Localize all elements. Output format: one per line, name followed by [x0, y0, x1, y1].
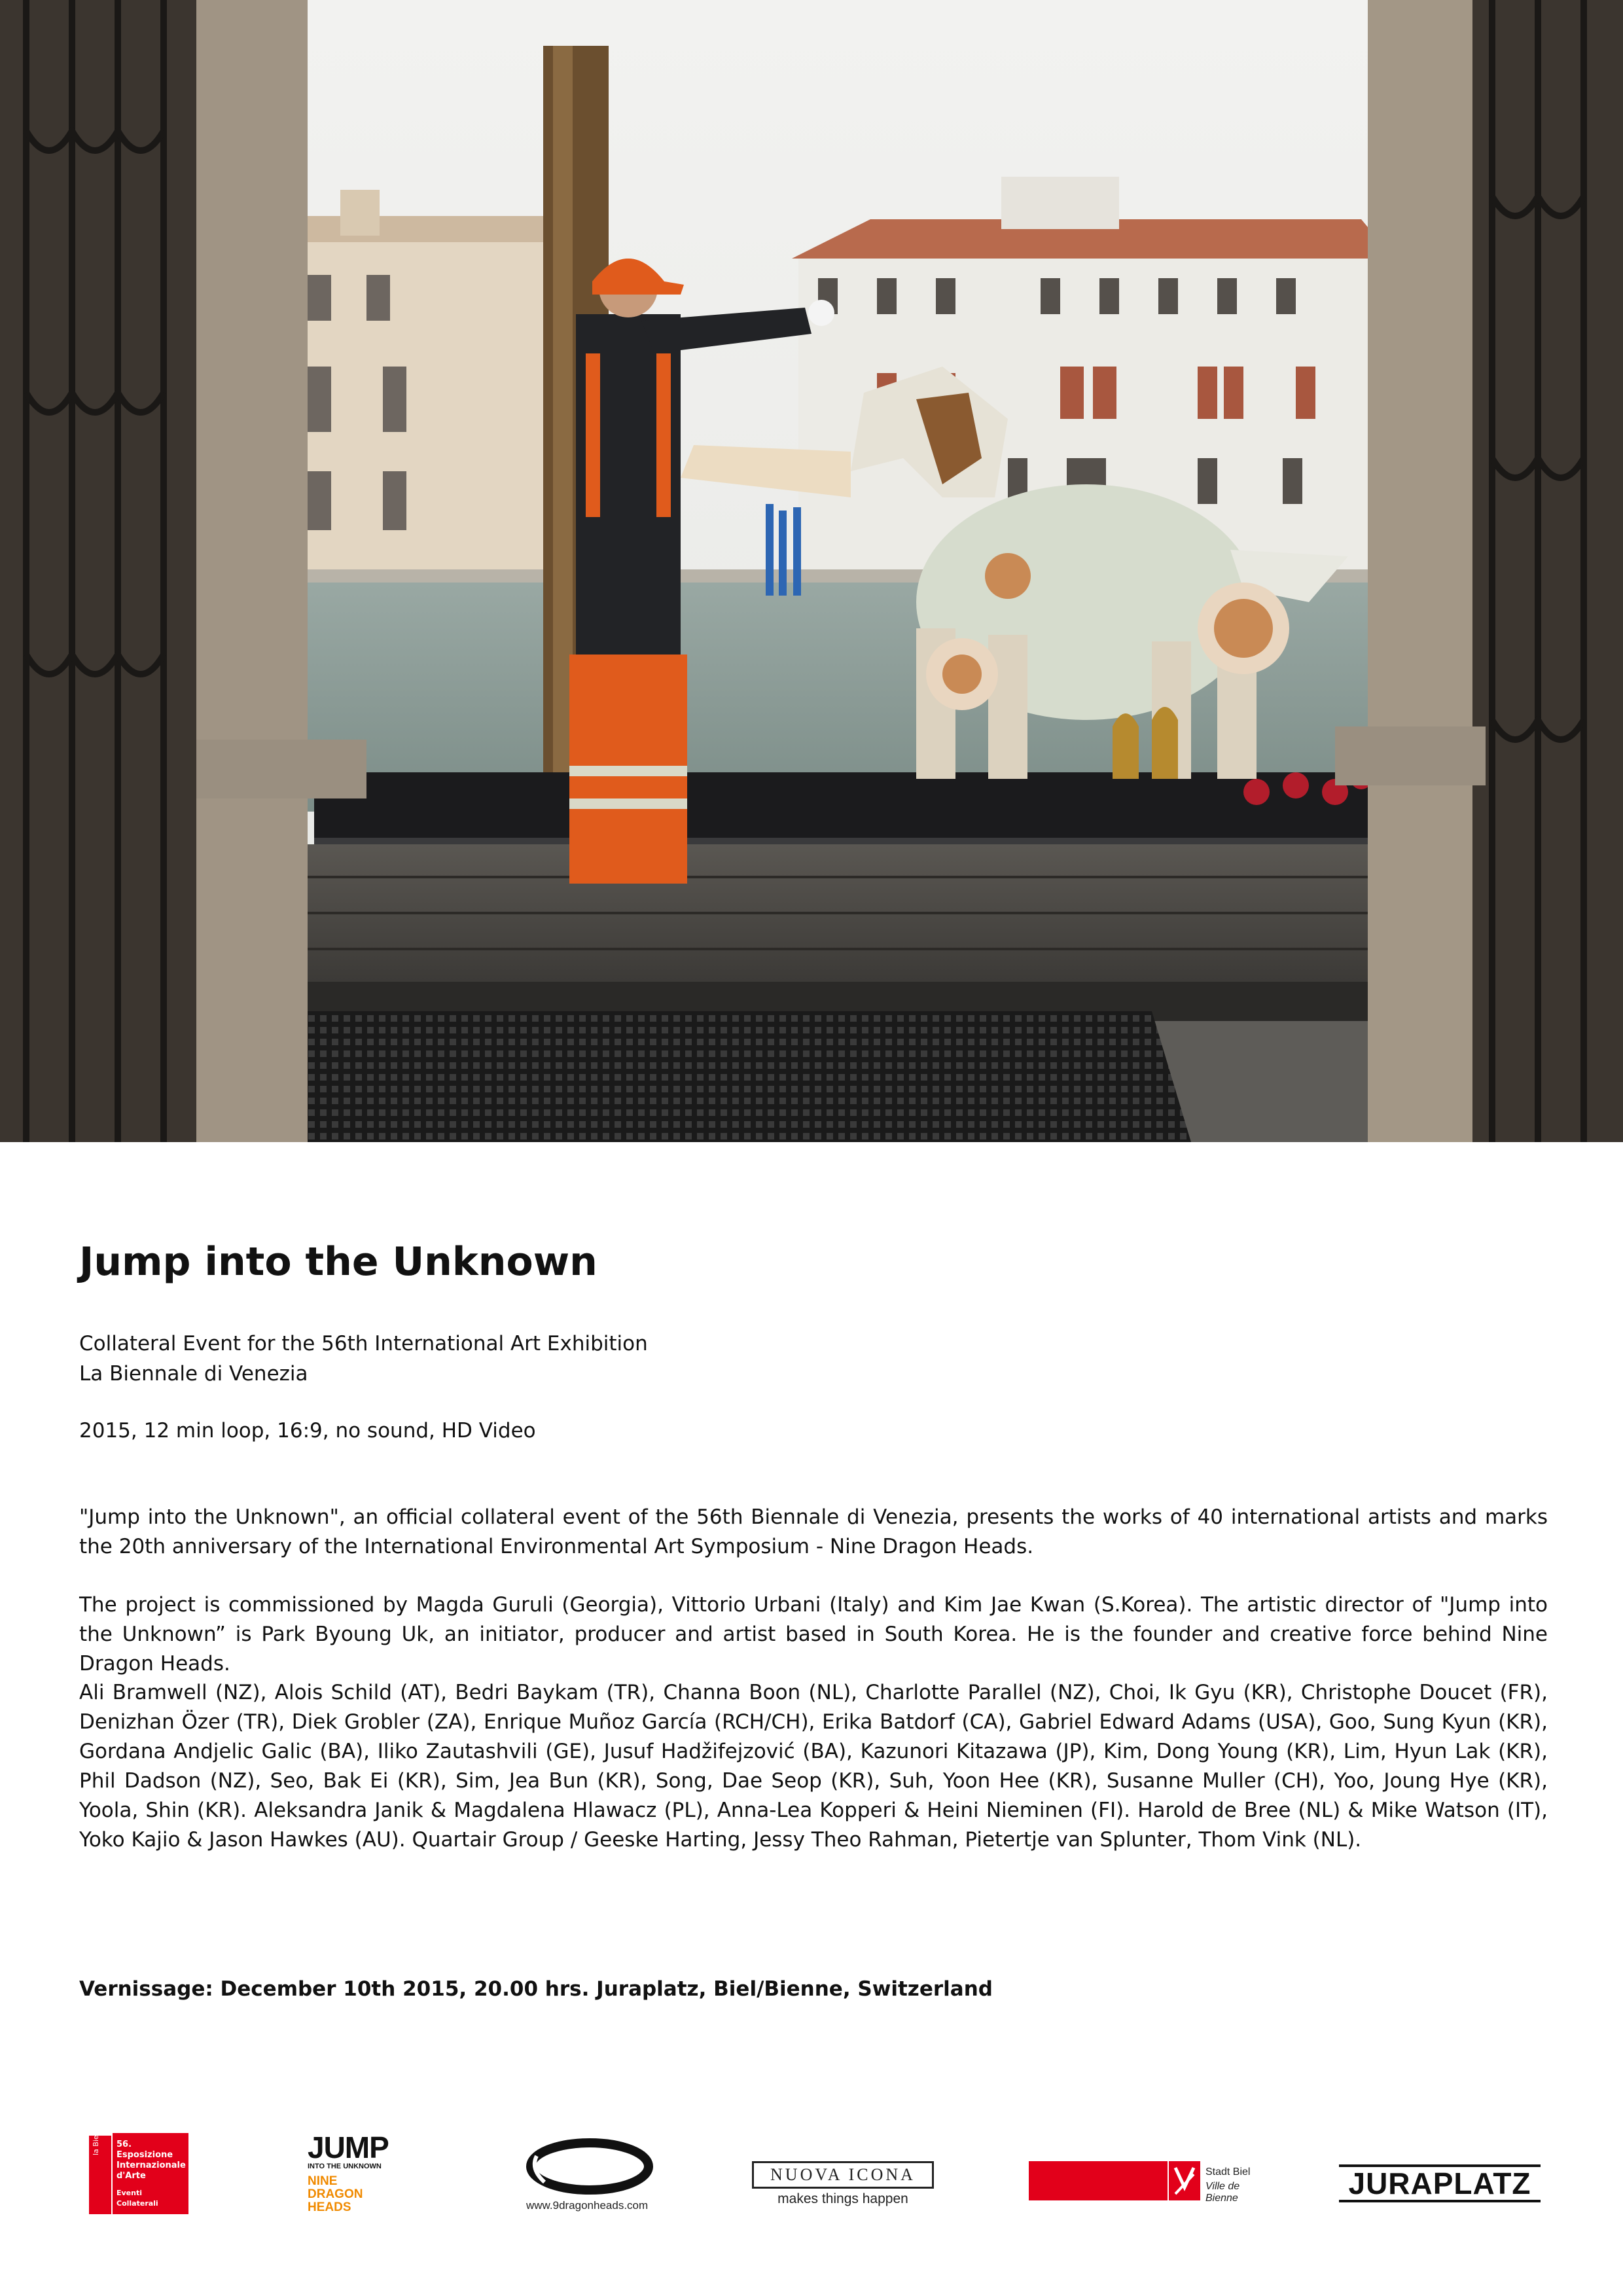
nine-dragon-heads-line-3: HEADS — [308, 2200, 351, 2214]
intro-paragraph: "Jump into the Unknown", an official collateral event of the 56th Biennale di Venezia, presents the works of 40 international artists and marks the 20th anniversary of the International Environmental Art Symposium - Nine Dragon Heads. — [79, 1505, 1548, 1558]
nine-dragon-heads-wordmark — [308, 2175, 399, 2214]
nuova-icona-tagline: makes things happen — [777, 2191, 908, 2206]
nuova-icona-name: NUOVA ICONA — [752, 2161, 934, 2189]
artist-list-paragraph: Ali Bramwell (NZ), Alois Schild (AT), Bedri Baykam (TR), Channa Boon (NL), Charlotte Parallel (NZ), Choi, Ik Gyu (KR), Christophe Doucet (FR), Denizhan Özer (TR), Diek Grobler (ZA), Enrique Muñoz García (RCH/CH), Erika Batdorf (CA), Gabriel Edward Adams (USA), Goo, Sung Kyun (KR), Gordana Andjelic Galic (BA), Iliko Zautashvili (GE), Jusuf Hadžifejzović (BA), Kazunori Kitazawa (JP), Kim, Dong Young (KR), Lim, Hyun Lak (KR), Phil Dadson (NZ), Seo, Bak Ei (KR), Sim, Jea Bun (KR), Song, Dae Seop (KR), Suh, Yoon Hee (KR), Susanne Muller (CH), Yoo, Joung Hye (KR), Yoola, Shin (KR). Aleksandra Janik & Magdalena Hlawacz (PL), Anna-Lea Kopperi & Heini Nieminen (FI). Harold de Bree (NL) & Mike Watson (IT), Yoko Kajio & Jason Hawkes (AU). Quartair Group / Geeske Harting, Jessy Theo Rahman, Pietertje van Splunter, Thom Vink (NL). — [79, 1681, 1548, 1852]
commission-paragraph: The project is commissioned by Magda Guruli (Georgia), Vittorio Urbani (Italy) and Kim Jae Kwan (S.Korea). The artistic director of "Jump into the Unknown” is Park Byoung Uk, an initiator, producer and artist based in South Korea. He is the founder and creative force behind Nine Dragon Heads. — [79, 1593, 1548, 1676]
nuova-icona-logo — [752, 2161, 934, 2214]
juraplatz-logo — [1339, 2164, 1541, 2202]
biel-name-de: Stadt Biel — [1205, 2166, 1251, 2178]
ninedragonheads-url: www.9dragonheads.com — [526, 2199, 649, 2212]
stadt-biel-logo — [1029, 2161, 1251, 2202]
biennale-line-1: 56. Esposizione — [116, 2140, 173, 2160]
nine-dragon-heads-line-2: DRAGON — [308, 2187, 363, 2201]
biennale-line-3: d'Arte — [116, 2171, 146, 2181]
biennale-line-2: Internazionale — [116, 2161, 186, 2170]
biel-name-fr: Ville de Bienne — [1205, 2181, 1240, 2204]
biennale-logo — [89, 2076, 188, 2214]
juraplatz-wordmark: JURAPLATZ — [1339, 2164, 1541, 2202]
vernissage-info: Vernissage: December 10th 2015, 20.00 hrs. Juraplatz, Biel/Bienne, Switzerland — [79, 1977, 993, 2001]
brush-ring-icon — [524, 2136, 656, 2197]
subtitle-line-1: Collateral Event for the 56th International Art Exhibition — [79, 1332, 648, 1355]
subtitle-line-2: La Biennale di Venezia — [79, 1362, 308, 1386]
biennale-vertical-text: la Biennale di Venezia — [92, 2076, 100, 2155]
ninedragonheads-logo — [524, 2136, 656, 2215]
page-title: Jump into the Unknown — [79, 1239, 597, 1285]
tech-specs: 2015, 12 min loop, 16:9, no sound, HD Video — [79, 1419, 536, 1443]
jump-logo — [308, 2130, 399, 2214]
hero-photo-illustration — [0, 0, 1623, 1142]
nine-dragon-heads-line-1: NINE — [308, 2174, 338, 2188]
biel-crest-icon — [1169, 2161, 1200, 2200]
hero-photo — [0, 0, 1623, 1142]
jump-logo-word: JUMP — [308, 2130, 389, 2164]
biennale-sub: Eventi Collaterali — [116, 2189, 158, 2208]
jump-logo-subtitle: INTO THE UNKNOWN — [308, 2162, 382, 2170]
